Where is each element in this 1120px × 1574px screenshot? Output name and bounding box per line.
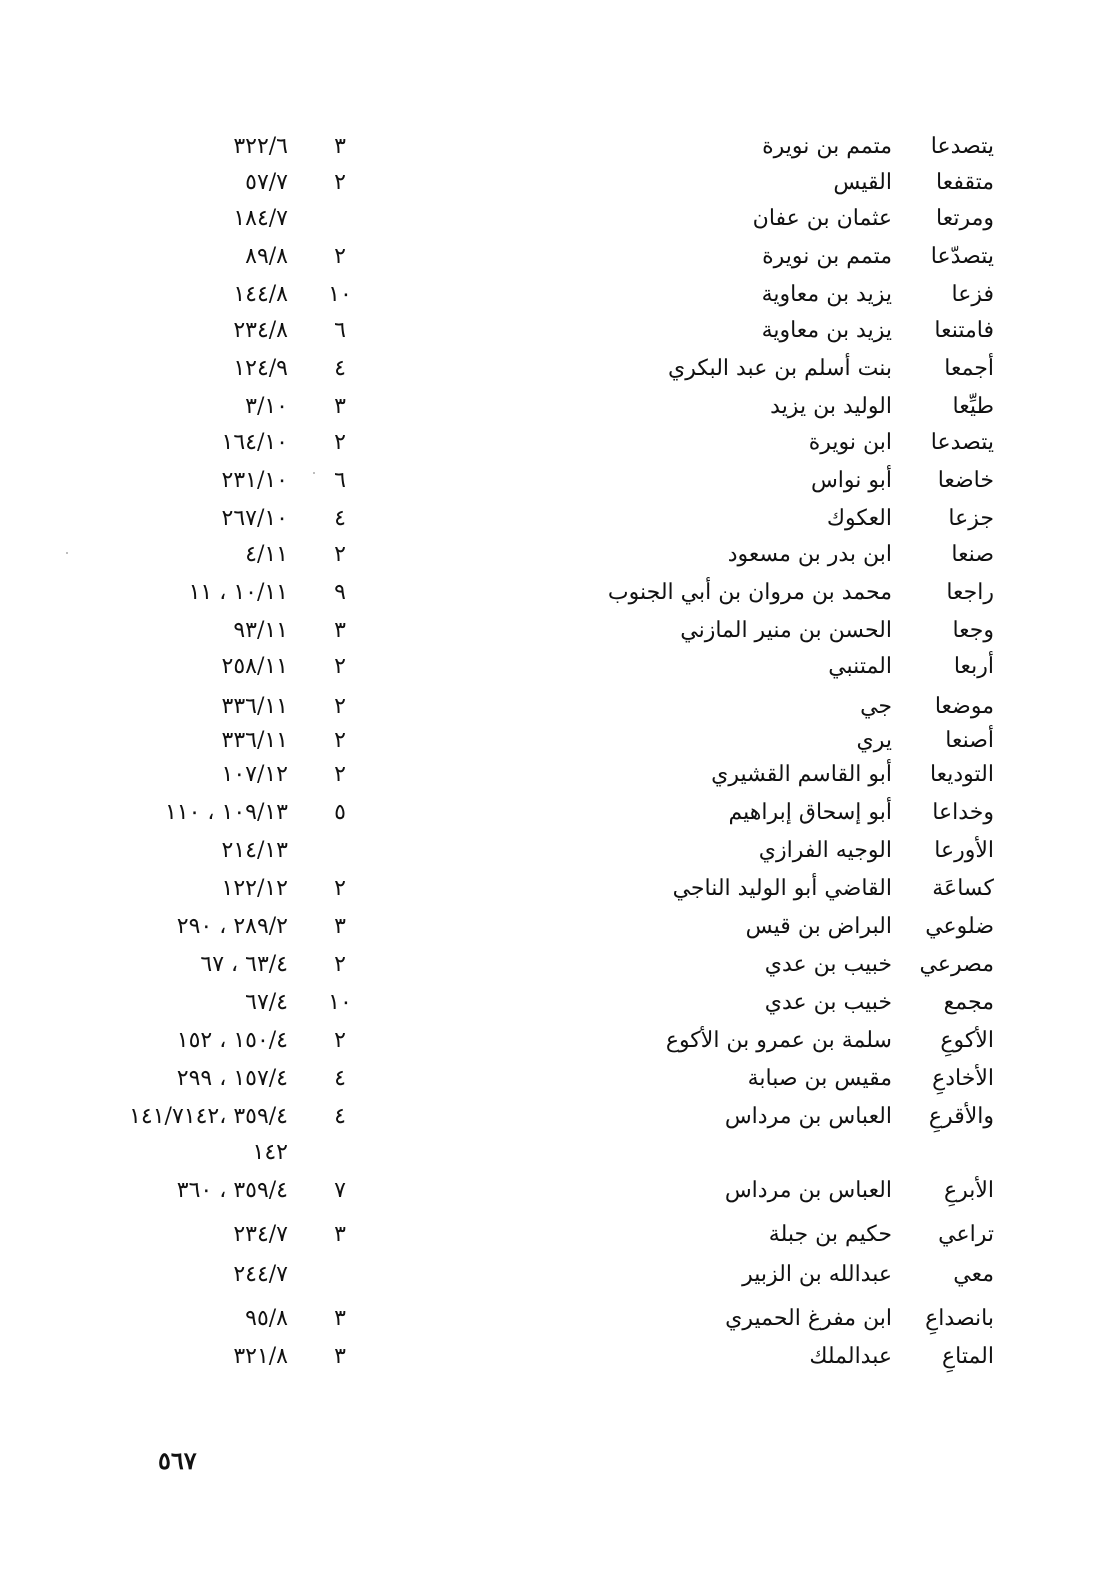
poet-name: العباس بن مرداس [724,1178,892,1203]
volume-page-ref: ٢٦٧/١٠ [221,506,288,531]
rhyme-word: يتصدعا [930,430,994,455]
verse-count: ١٠ [328,990,352,1015]
rhyme-word: فامتنعا [934,318,994,343]
rhyme-word: تراعي [938,1222,994,1247]
volume-page-ref: ١٤٢ [252,1140,288,1165]
rhyme-word: خاضعا [937,468,994,493]
verse-count: ١٠ [328,282,352,307]
rhyme-word: معي [953,1262,994,1287]
index-row [0,242,1120,278]
rhyme-word: كساعَة [932,876,994,901]
verse-count: ٣ [334,1306,346,1331]
rhyme-word: يتصدّعا [930,244,994,269]
rhyme-word: ومرتعا [936,206,994,231]
rhyme-word: أصنعا [945,728,994,753]
poet-name: الوجيه الفرازي [758,838,892,863]
volume-page-ref: ١٦٤/١٠ [221,430,288,455]
verse-count: ٦ [334,318,346,343]
rhyme-word: أجمعا [944,356,994,381]
rhyme-word: ضلوعي [925,914,994,939]
rhyme-word: متقفعا [936,170,994,195]
poet-name: سلمة بن عمرو بن الأكوع [665,1028,892,1053]
volume-page-ref: ٩٣/١١ [233,618,288,643]
poet-name: أبو نواس [810,468,892,493]
poet-name: عبدالله بن الزبير [742,1262,892,1287]
index-row [0,1102,1120,1138]
index-row [0,1064,1120,1100]
rhyme-word: فزعا [951,282,994,307]
verse-count: ٢ [334,762,346,787]
rhyme-word: راجعا [946,580,994,605]
verse-count: ٢ [334,170,346,195]
volume-page-ref: ٣٢١/٨ [233,1344,288,1369]
rhyme-word: طيِّعا [952,394,994,419]
volume-page-ref: ١٠٧/١٢ [221,762,288,787]
volume-page-ref: ٣٥٩/٤ ،١٤١/٧١٤٢ [129,1104,288,1129]
page-number: ٥٦٧ [158,1446,197,1475]
poet-name: المتنبي [828,654,892,679]
index-row [0,988,1120,1024]
index-row [0,1304,1120,1340]
index-row [0,652,1120,688]
volume-page-ref: ٢٥٨/١١ [221,654,288,679]
volume-page-ref: ٣٣٦/١١ [221,694,288,719]
index-row [0,836,1120,872]
index-row [0,1260,1120,1296]
volume-page-ref: ٣٢٢/٦ [233,134,288,159]
volume-page-ref: ٢٣١/١٠ [221,468,288,493]
volume-page-ref: ٢١٤/١٣ [221,838,288,863]
index-row [0,726,1120,762]
poet-name: العباس بن مرداس [724,1104,892,1129]
verse-count: ٦ [334,468,346,493]
rhyme-word: الأبرعِ [943,1178,994,1203]
verse-count: ٢ [334,728,346,753]
volume-page-ref: ٤/١١ [245,542,288,567]
index-row [0,204,1120,240]
poet-name: الحسن بن منير المازني [680,618,892,643]
index-row [0,540,1120,576]
poet-name: أبو القاسم القشيري [711,762,892,787]
index-row [0,578,1120,614]
rhyme-word: موضعا [934,694,994,719]
poet-name: ابن نويرة [808,430,892,455]
volume-page-ref: ١٠/١١ ، ١١ [188,580,288,605]
poet-name: يزيد بن معاوية [761,282,892,307]
index-row [0,912,1120,948]
index-row [0,874,1120,910]
verse-count: ٧ [334,1178,346,1203]
poet-name: عبدالملك [809,1344,892,1369]
volume-page-ref: ١٢٤/٩ [233,356,288,381]
verse-count: ٢ [334,542,346,567]
poet-name: خبيب بن عدي [764,990,892,1015]
verse-count: ٢ [334,1028,346,1053]
index-row [0,132,1120,168]
verse-count: ٣ [334,914,346,939]
index-row [0,392,1120,428]
rhyme-word: وخداعا [932,800,994,825]
volume-page-ref: ٢٨٩/٢ ، ٢٩٠ [176,914,288,939]
poet-name: القيس [833,170,892,195]
verse-count: ٣ [334,394,346,419]
verse-count: ٢ [334,952,346,977]
verse-count: ٣ [334,618,346,643]
poet-name: متمم بن نويرة [762,134,892,159]
rhyme-word: المتاعِ [941,1344,994,1369]
poet-name: ابن مفرغ الحميري [725,1306,892,1331]
volume-page-ref: ٢٤٤/٧ [233,1262,288,1287]
index-row [0,280,1120,316]
volume-page-ref: ١٢٢/١٢ [221,876,288,901]
volume-page-ref: ١٨٤/٧ [233,206,288,231]
verse-count: ٤ [334,506,346,531]
speck [313,472,315,474]
index-row [0,1220,1120,1256]
volume-page-ref: ٦٣/٤ ، ٦٧ [200,952,288,977]
index-row [0,504,1120,540]
index-row [0,616,1120,652]
volume-page-ref: ٩٥/٨ [245,1306,288,1331]
verse-count: ٤ [334,1066,346,1091]
index-row [0,950,1120,986]
index-row [0,1176,1120,1212]
poet-name: البراض بن قيس [745,914,892,939]
index-row [0,316,1120,352]
volume-page-ref: ٨٩/٨ [245,244,288,269]
poet-name: القاضي أبو الوليد الناجي [672,876,892,901]
poet-name: أبو إسحاق إبراهيم [728,800,892,825]
speck [66,552,68,554]
index-row [0,466,1120,502]
poet-name: يزيد بن معاوية [761,318,892,343]
volume-page-ref: ٣٥٩/٤ ، ٣٦٠ [176,1178,288,1203]
rhyme-word: والأقرعِ [928,1104,994,1129]
volume-page-ref: ١٥٧/٤ ، ٢٩٩ [176,1066,288,1091]
rhyme-word: وجعا [952,618,994,643]
volume-page-ref: ٣/١٠ [245,394,288,419]
verse-count: ٥ [334,800,346,825]
verse-count: ٢ [334,876,346,901]
poet-name: الوليد بن يزيد [770,394,892,419]
index-row [0,354,1120,390]
poet-name: عثمان بن عفان [752,206,892,231]
rhyme-word: الأورعا [934,838,994,863]
poet-name: مقيس بن صبابة [747,1066,892,1091]
verse-count: ٢ [334,430,346,455]
verse-count: ٩ [334,580,346,605]
index-row [0,798,1120,834]
poet-name: خبيب بن عدي [764,952,892,977]
verse-count: ٤ [334,1104,346,1129]
rhyme-word: صنعا [951,542,994,567]
index-row [0,692,1120,728]
poet-name: متمم بن نويرة [762,244,892,269]
rhyme-word: يتصدعا [930,134,994,159]
poet-name: حكيم بن جبلة [768,1222,892,1247]
verse-count: ٣ [334,134,346,159]
verse-count: ٤ [334,356,346,381]
index-row [0,1026,1120,1062]
rhyme-word: الأكوعِ [940,1028,994,1053]
rhyme-word: التوديعا [929,762,994,787]
volume-page-ref: ٦٧/٤ [245,990,288,1015]
index-row [0,760,1120,796]
index-row [0,168,1120,204]
rhyme-word: جزعا [948,506,994,531]
verse-count: ٢ [334,654,346,679]
poet-name: يري [856,728,892,753]
rhyme-word: الأخادعِ [932,1066,994,1091]
volume-page-ref: ٢٣٤/٨ [233,318,288,343]
volume-page-ref: ٣٣٦/١١ [221,728,288,753]
rhyme-word: مجمع [943,990,994,1015]
index-row [0,1342,1120,1378]
index-row [0,1138,1120,1174]
verse-count: ٢ [334,244,346,269]
poet-name: العكوك [826,506,892,531]
volume-page-ref: ٥٧/٧ [245,170,288,195]
rhyme-word: أربعا [953,654,994,679]
verse-count: ٣ [334,1344,346,1369]
poet-name: بنت أسلم بن عبد البكري [668,356,892,381]
verse-count: ٢ [334,694,346,719]
poet-name: محمد بن مروان بن أبي الجنوب [607,580,892,605]
poet-name: ابن بدر بن مسعود [727,542,892,567]
rhyme-word: بانصداعِ [925,1306,994,1331]
index-row [0,428,1120,464]
rhyme-word: مصرعي [919,952,994,977]
volume-page-ref: ١٠٩/١٣ ، ١١٠ [164,800,288,825]
verse-count: ٣ [334,1222,346,1247]
volume-page-ref: ١٤٤/٨ [233,282,288,307]
poet-name: جي [860,694,892,719]
volume-page-ref: ٢٣٤/٧ [233,1222,288,1247]
volume-page-ref: ١٥٠/٤ ، ١٥٢ [176,1028,288,1053]
